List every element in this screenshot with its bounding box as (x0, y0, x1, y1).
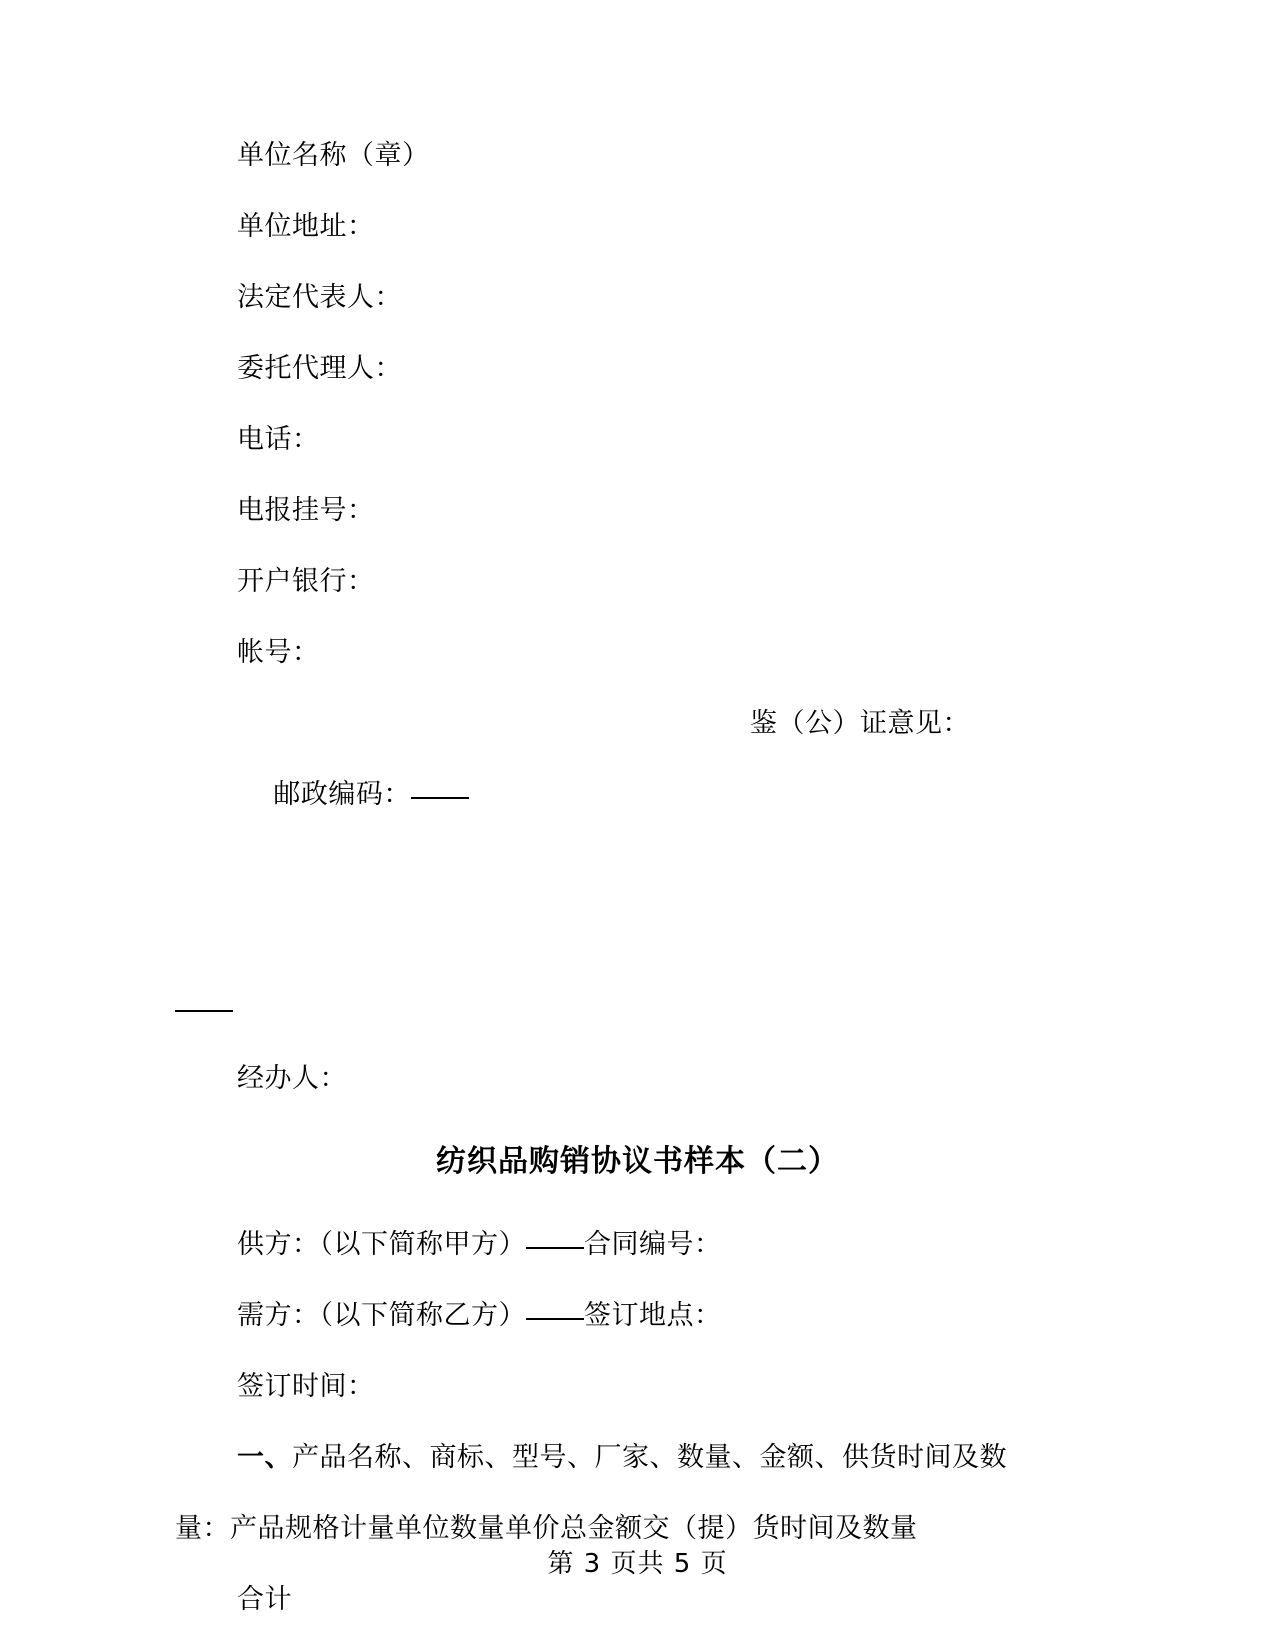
clause-one-text: 产品名称、商标、型号、厂家、数量、金额、供货时间及数 (292, 1442, 1007, 1473)
clause-one-total-label: 合计 (237, 1584, 292, 1615)
buyer-blank (526, 1318, 584, 1320)
field-buyer-label: 需方：（以下简称乙方） (237, 1300, 526, 1331)
field-telephone: 电话： (237, 424, 320, 455)
field-account-number: 帐号： (237, 637, 320, 668)
clause-one-continuation: 量：产品规格计量单位数量单价总金额交（提）货时间及数量 (175, 1513, 918, 1544)
notarization-opinion-blank-row (175, 972, 1100, 1043)
clause-one-number: 一、 (237, 1442, 292, 1473)
page-footer: 第 3 页共 5 页 (547, 1549, 728, 1579)
field-supplier-row (175, 1209, 1100, 1280)
postal-and-notarization-row (175, 688, 1100, 972)
field-bank-name: 开户银行： (237, 566, 375, 597)
field-buyer-row (175, 1280, 1100, 1351)
section-title: 纺织品购销协议书样本（二） (436, 1144, 839, 1179)
clause-one-heading (175, 1422, 1100, 1493)
field-postal-code-label: 邮政编码： (273, 779, 411, 810)
field-signing-time: 签订时间： (237, 1371, 375, 1402)
field-authorized-agent: 委托代理人： (237, 353, 402, 384)
field-handler: 经办人： (237, 1063, 347, 1094)
field-contract-number-label: 合同编号： (584, 1229, 722, 1260)
field-telegram-number: 电报挂号： (237, 495, 375, 526)
field-supplier-label: 供方：（以下简称甲方） (237, 1229, 526, 1260)
field-signing-place-label: 签订地点： (584, 1300, 722, 1331)
postal-code-blank (411, 797, 469, 799)
field-legal-representative: 法定代表人： (237, 282, 402, 313)
field-company-address: 单位地址： (237, 211, 375, 242)
supplier-blank (526, 1247, 584, 1249)
field-company-name: 单位名称（章） (237, 140, 430, 171)
field-notarization-opinion-label: 鉴（公）证意见： (750, 708, 970, 739)
notarization-blank (175, 1010, 233, 1012)
